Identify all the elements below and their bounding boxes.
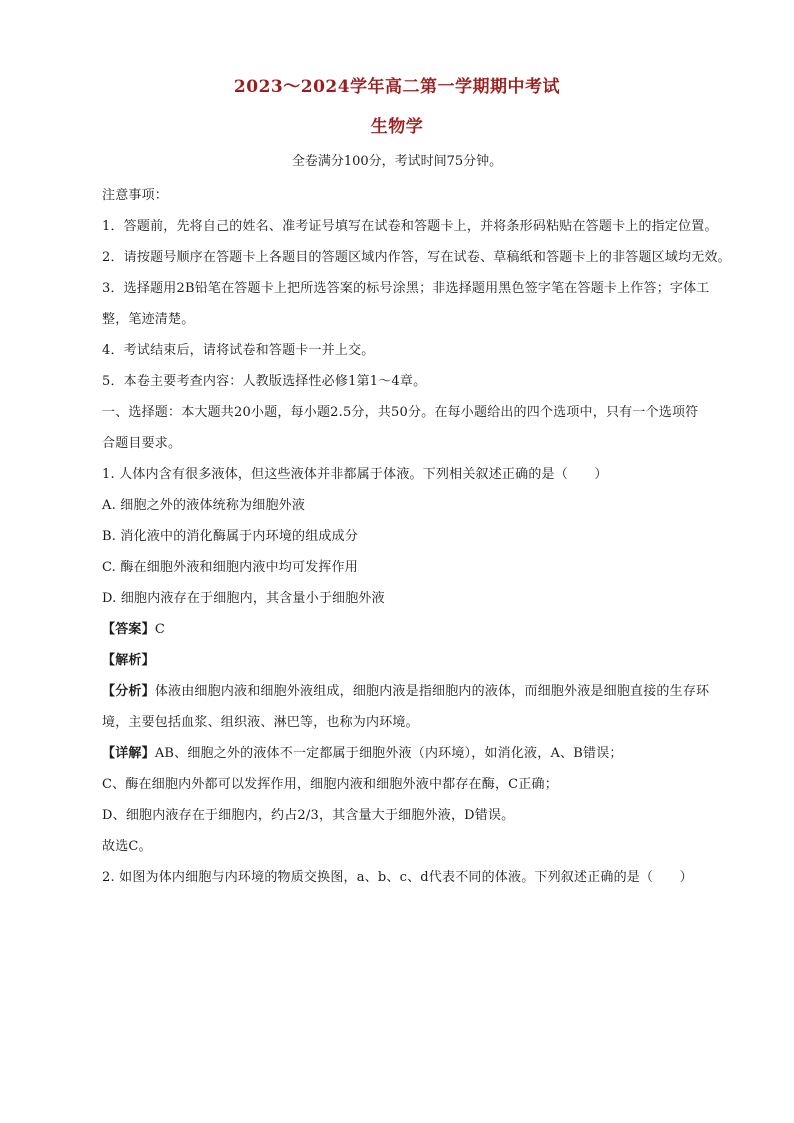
fenxi-line-b: 境，主要包括血浆、组织液、淋巴等，也称为内环境。 bbox=[102, 715, 419, 730]
conclusion: 故选C。 bbox=[102, 839, 152, 854]
note-item-1: 1．答题前，先将自己的姓名、准考证号填写在试卷和答题卡上，并将条形码粘贴在答题卡上的指定位置。 bbox=[102, 219, 718, 234]
question-1-option-d: D. 细胞内液存在于细胞内，其含量小于细胞外液 bbox=[102, 591, 385, 606]
detail-line bbox=[102, 742, 623, 761]
note-item-5: 5．本卷主要考查内容：人教版选择性必修1第1～4章。 bbox=[102, 374, 427, 389]
section-heading-b: 合题目要求。 bbox=[102, 436, 182, 451]
analysis-label: 【解析】 bbox=[102, 653, 155, 668]
question-1-option-a: A. 细胞之外的液体统称为细胞外液 bbox=[102, 498, 306, 513]
exam-title: 2023～2024学年高二第一学期期中考试 bbox=[233, 77, 561, 97]
answer-value: C bbox=[154, 622, 165, 637]
note-item-3b: 整，笔迹清楚。 bbox=[102, 312, 195, 327]
detail-d: D、细胞内液存在于细胞内，约占2/3，其含量大于细胞外液，D错误。 bbox=[102, 808, 515, 823]
note-item-4: 4．考试结束后，请将试卷和答题卡一并上交。 bbox=[102, 343, 375, 358]
subject-title: 生物学 bbox=[370, 117, 424, 137]
notes-heading: 注意事项： bbox=[102, 188, 169, 203]
note-item-2: 2．请按题号顺序在答题卡上各题目的答题区域内作答，写在试卷、草稿纸和答题卡上的非答题区域均无效。 bbox=[102, 250, 731, 265]
question-1-option-c: C. 酶在细胞外液和细胞内液中均可发挥作用 bbox=[102, 560, 358, 575]
detail-label: 【详解】 bbox=[102, 746, 155, 761]
fenxi-line-a bbox=[102, 680, 709, 699]
section-heading-a: 一、选择题：本大题共20小题，每小题2.5分，共50分。在每小题给出的四个选项中，只有一个选项符 bbox=[102, 405, 699, 420]
fenxi-text-a: 体液由细胞内液和细胞外液组成，细胞内液是指细胞内的液体，而细胞外液是细胞直接的生存环 bbox=[154, 684, 710, 699]
question-1-stem: 1. 人体内含有很多液体，但这些液体并非都属于体液。下列相关叙述正确的是（ ） bbox=[102, 467, 608, 482]
note-item-3a: 3．选择题用2B铅笔在答题卡上把所选答案的标号涂黑；非选择题用黑色签字笔在答题卡上作答；字体工 bbox=[102, 281, 710, 296]
detail-text: AB、细胞之外的液体不一定都属于细胞外液（内环境），如消化液，A、B错误； bbox=[154, 746, 623, 761]
answer-line bbox=[102, 618, 165, 637]
exam-info: 全卷满分100分，考试时间75分钟。 bbox=[291, 154, 503, 169]
question-2-stem: 2. 如图为体内细胞与内环境的物质交换图，a、b、c、d代表不同的体液。下列叙述正确的是（ ） bbox=[102, 870, 693, 885]
detail-c: C、酶在细胞内外都可以发挥作用，细胞内液和细胞外液中都存在酶，C正确； bbox=[102, 777, 558, 792]
question-1-option-b: B. 消化液中的消化酶属于内环境的组成成分 bbox=[102, 529, 359, 544]
answer-label: 【答案】 bbox=[102, 622, 155, 637]
analysis-label-line bbox=[102, 649, 155, 668]
fenxi-label: 【分析】 bbox=[102, 684, 155, 699]
